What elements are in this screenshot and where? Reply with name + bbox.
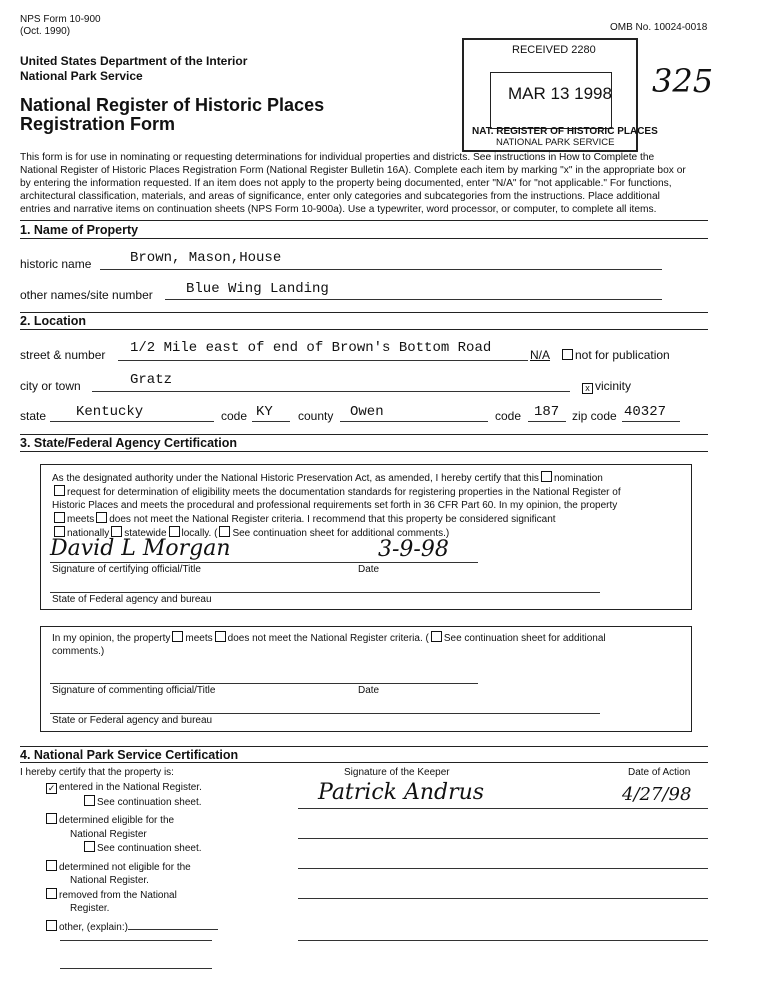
nps-options: ✓ entered in the National Register. See continuation sheet. determined eligible for the National Register See continuation sheet. determined not eligible for the National Register. removed from the National Register. other, (explain:) bbox=[44, 781, 218, 934]
street-field[interactable]: 1/2 Mile east of end of Brown's Bottom Road bbox=[130, 340, 492, 356]
state-label: state bbox=[20, 409, 47, 423]
city-label: city or town bbox=[20, 379, 81, 393]
section-1-heading: 1. Name of Property bbox=[20, 223, 139, 237]
not-eligible-option[interactable]: determined not eligible for the bbox=[44, 860, 218, 875]
county-field[interactable]: Owen bbox=[350, 404, 384, 420]
action-date-label: Date of Action bbox=[628, 767, 691, 778]
city-field[interactable]: Gratz bbox=[130, 372, 173, 388]
other-names-label: other names/site number bbox=[20, 288, 153, 302]
intro-text: This form is for use in nominating or requesting determinations for individual properties and districts. See instructions in How to Complete the National Register of Historic Places Registration Form (National Register Bulletin 16A). Complete each item by marking "x" in the appropriate box or by entering the information requested. If an item does not apply to the property being documented, enter "N/A" for "not applicable." For functions, architectural classification, materials, and areas of significance, enter only categories and subcategories from the instructions. Place additional entries and narrative items on continuation sheets (NPS Form 10-900a). Use a typewriter, word processor, or computer, to complete all items. bbox=[20, 152, 686, 215]
form-subtitle: Registration Form bbox=[20, 114, 176, 134]
county-code-label: code bbox=[495, 409, 522, 423]
not-for-publication-checkbox[interactable]: not for publication bbox=[560, 348, 670, 362]
form-date: (Oct. 1990) bbox=[20, 26, 71, 37]
see-continuation-1[interactable]: See continuation sheet. bbox=[44, 795, 218, 810]
certification-date: 3-9-98 bbox=[378, 537, 449, 562]
section-4-heading: 4. National Park Service Certification bbox=[20, 748, 239, 762]
eligible-option[interactable]: determined eligible for the bbox=[44, 813, 218, 828]
commenting-date-label: Date bbox=[358, 685, 380, 696]
section-3-heading: 3. State/Federal Agency Certification bbox=[20, 436, 237, 450]
vicinity-checkbox[interactable]: x vicinity bbox=[580, 379, 631, 394]
opinion-text: In my opinion, the property meets does not meet the National Register criteria. ( See continuation sheet for additional comments.) bbox=[52, 633, 606, 657]
street-label: street & number bbox=[20, 348, 106, 362]
agency-label: State of Federal agency and bureau bbox=[52, 594, 212, 605]
historic-name-label: historic name bbox=[20, 257, 92, 271]
section-2-heading: 2. Location bbox=[20, 314, 86, 328]
received-stamp bbox=[462, 38, 658, 152]
state-code-label: code bbox=[221, 409, 248, 423]
stamp-date: MAR 13 1998 bbox=[508, 84, 612, 103]
stamp-line1: NAT. REGISTER OF HISTORIC PLACES bbox=[472, 126, 658, 137]
handwritten-number: 325 bbox=[652, 62, 714, 100]
omb-number: OMB No. 10024-0018 bbox=[610, 22, 708, 33]
state-code-field[interactable]: KY bbox=[256, 404, 273, 420]
zip-field[interactable]: 40327 bbox=[624, 404, 667, 420]
commenting-agency-label: State or Federal agency and bureau bbox=[52, 715, 213, 726]
department: United States Department of the Interior bbox=[20, 54, 248, 68]
action-date: 4/27/98 bbox=[622, 784, 692, 805]
keeper-signature: Patrick Andrus bbox=[318, 780, 485, 805]
zip-label: zip code bbox=[572, 409, 617, 423]
county-label: county bbox=[298, 409, 334, 423]
entered-option[interactable]: ✓ entered in the National Register. bbox=[47, 782, 202, 793]
other-names-field[interactable]: Blue Wing Landing bbox=[186, 281, 329, 297]
signature-label: Signature of certifying official/Title bbox=[52, 564, 201, 575]
keeper-label: Signature of the Keeper bbox=[344, 767, 450, 778]
other-option[interactable]: other, (explain:) bbox=[44, 920, 218, 935]
certification-text: As the designated authority under the National Historic Preservation Act, as amended, I hereby certify that this nomination request for determination of eligibility meets the documentation standards for registering properties in the National Register of Historic Places and meets the procedural and professional requirements set forth in 36 CFR Part 60. In my opinion, the property meets does not meet the National Register criteria. I recommend that this property be considered significant nationally statewide locally. ( See continuation sheet for additional comments.) bbox=[52, 473, 621, 539]
form-title: National Register of Historic Places bbox=[20, 95, 325, 115]
stamp-received: RECEIVED 2280 bbox=[512, 44, 596, 56]
commenting-signature-label: Signature of commenting official/Title bbox=[52, 685, 216, 696]
removed-option[interactable]: removed from the National bbox=[44, 888, 218, 903]
county-code-field[interactable]: 187 bbox=[534, 404, 560, 420]
date-label: Date bbox=[358, 564, 380, 575]
historic-name-field[interactable]: Brown, Mason,House bbox=[130, 250, 282, 266]
service: National Park Service bbox=[20, 69, 143, 83]
certify-label: I hereby certify that the property is: bbox=[20, 767, 174, 778]
certifying-signature: David L Morgan bbox=[50, 536, 231, 561]
stamp-line2: NATIONAL PARK SERVICE bbox=[496, 137, 615, 148]
form-number: NPS Form 10-900 bbox=[20, 14, 101, 25]
na-mark: N/A bbox=[530, 348, 551, 362]
state-field[interactable]: Kentucky bbox=[76, 404, 144, 420]
see-continuation-2[interactable]: See continuation sheet. bbox=[44, 841, 218, 856]
